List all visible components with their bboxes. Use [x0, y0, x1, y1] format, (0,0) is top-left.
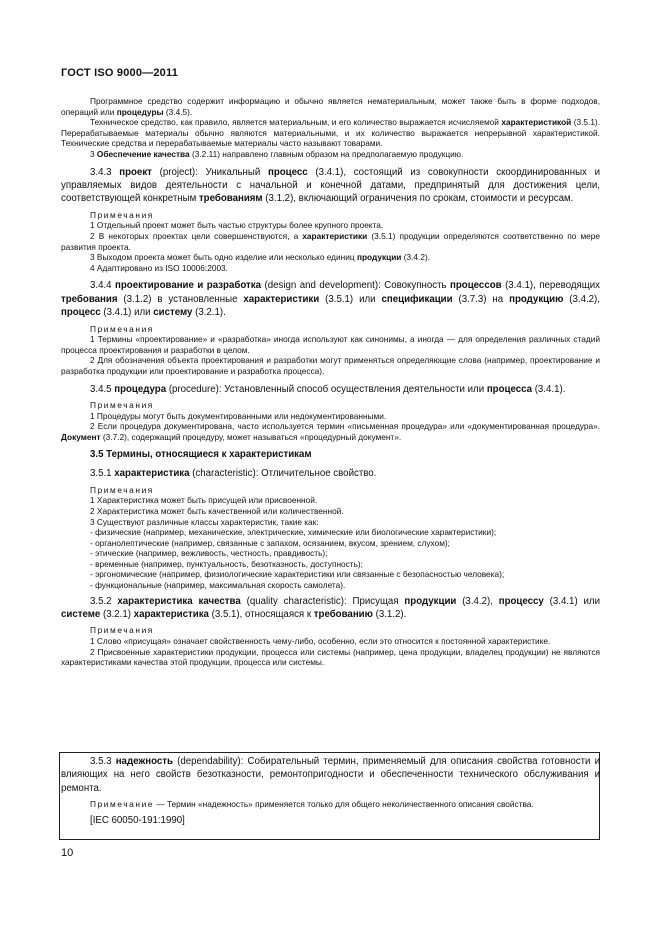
note-paragraph: Примечания: [90, 323, 154, 334]
note-paragraph: Примечания: [90, 625, 154, 636]
note-paragraph: 3 Выходом проекта может быть одно изделие или несколько единиц продукции (3.4.2).: [90, 252, 431, 263]
note-paragraph: Примечания: [90, 399, 154, 410]
note-paragraph: 4 Адаптировано из ISO 10006:2003.: [90, 262, 228, 273]
section-heading: 3.5 Термины, относящиеся к характеристикам: [90, 449, 312, 461]
term-definition: 3.4.4 проектирование и разработка (design and development): Совокупность процессов (3.4.1), переводящих требования (3.1.2) в установленные характеристики (3.5.1) или спецификации (3.7.3) на продукцию (3.4.2), процесс (3.4.1) или систему (3.2.1).: [61, 280, 600, 319]
note-paragraph: 1 Термины «проектирование» и «разработка» иногда используют как синонимы, а иногда — для определения различных стадий процесса проектирования и разработки в целом.: [61, 334, 600, 355]
note-paragraph: Примечание — Термин «надежность» применяется только для общего неколичественного описания свойства.: [90, 799, 534, 810]
boxed-term-dependability: [61, 755, 600, 827]
term-definition: [IEC 60050-191:1990]: [90, 814, 185, 826]
page-header-standard-code: ГОСТ ISO 9000—2011: [61, 67, 179, 79]
note-paragraph: 2 Присвоенные характеристики продукции, процесса или системы (например, цена продукции, владелец продукции) не являются характеристиками качества этой продукции, процесса или системы.: [61, 646, 600, 668]
note-paragraph: - эргономические (например, физиологические характеристики или связанные с безопасностью человека);: [90, 569, 505, 580]
note-paragraph: - функциональные (например, максимальная скорость самолета).: [90, 580, 346, 591]
note-paragraph: 2 Для обозначения объекта проектирования и разработки могут применяться определяющие слова (например, проектирование и разработка продукции или проектирование и разработка процесса).: [61, 355, 600, 376]
note-paragraph: 3 Обеспечение качества (3.2.11) направлено главным образом на предполагаемую продукцию.: [90, 148, 464, 159]
note-paragraph: 2 Если процедура документирована, часто используется термин «письменная процедура» или «документированная процедура». Документ (3.7.2), содержащий процедуру, может называться «процедурный документ».: [61, 421, 600, 442]
note-paragraph: - физические (например, механические, электрические, химические или биологические характеристики);: [90, 527, 497, 538]
note-paragraph: Техническое средство, как правило, является материальным, и его количество выражается исчисляемой характеристикой (3.5.1). Перерабатываемые материалы обычно являются материальными, и их количество выражается непрерывной характеристикой. Технические средства и перерабатываемые материалы часто называют товарами.: [61, 117, 600, 149]
term-definition: 3.5.1 характеристика (characteristic): Отличительное свойство.: [90, 468, 377, 480]
note-paragraph: 1 Характеристика может быть присущей или присвоенной.: [90, 495, 318, 506]
term-definition: 3.4.3 проект (project): Уникальный процесс (3.4.1), состоящий из совокупности скоординированных и управляемых видов деятельности с начальной и конечной датами, предпринятый для достижения цели, соответствующей конкретным требованиям (3.1.2), включающий ограничения по срокам, стоимости и ресурсам.: [61, 166, 600, 205]
note-paragraph: 1 Процедуры могут быть документированными или недокументированными.: [90, 410, 387, 421]
note-paragraph: 2 Характеристика может быть качественной или количественной.: [90, 505, 344, 516]
term-definition: 3.4.5 процедура (procedure): Установленный способ осуществления деятельности или процесса (3.4.1).: [90, 383, 566, 395]
note-paragraph: - органолептические (например, связанные с запахом, осязанием, вкусом, зрением, слухом);: [90, 537, 450, 548]
note-paragraph: - временные (например, пунктуальность, безотказность, доступность);: [90, 558, 363, 569]
page-number: 10: [61, 847, 74, 859]
document-body: [61, 96, 600, 668]
note-paragraph: Примечания: [90, 209, 154, 220]
note-paragraph: Программное средство содержит информацию и обычно является нематериальным, может также быть в форме подходов, операций или процедуры (3.4.5).: [61, 96, 600, 117]
note-paragraph: 1 Слово «присущая» означает свойственность чему-либо, особенно, если это относится к постоянной характеристике.: [90, 636, 551, 647]
term-definition: 3.5.2 характеристика качества (quality characteristic): Присущая продукции (3.4.2), процессу (3.4.1) или системе (3.2.1) характеристика (3.5.1), относящаяся к требованию (3.1.2).: [61, 595, 600, 621]
note-paragraph: - этические (например, вежливость, честность, правдивость);: [90, 548, 328, 559]
note-paragraph: Примечания: [90, 484, 154, 495]
note-paragraph: 1 Отдельный проект может быть частью структуры более крупного проекта.: [90, 220, 384, 231]
note-paragraph: 3 Существуют различные классы характеристик, такие как:: [90, 516, 319, 527]
note-paragraph: 2 В некоторых проектах цели совершенствуются, а характеристики (3.5.1) продукции определяются соответственно по мере развития проекта.: [61, 230, 600, 252]
term-definition: 3.5.3 надежность (dependability): Собирательный термин, применяемый для описания свойства готовности и влияющих на него свойств безотказности, ремонтопригодности и обеспеченности технического обслуживания и ремонта.: [61, 756, 600, 794]
